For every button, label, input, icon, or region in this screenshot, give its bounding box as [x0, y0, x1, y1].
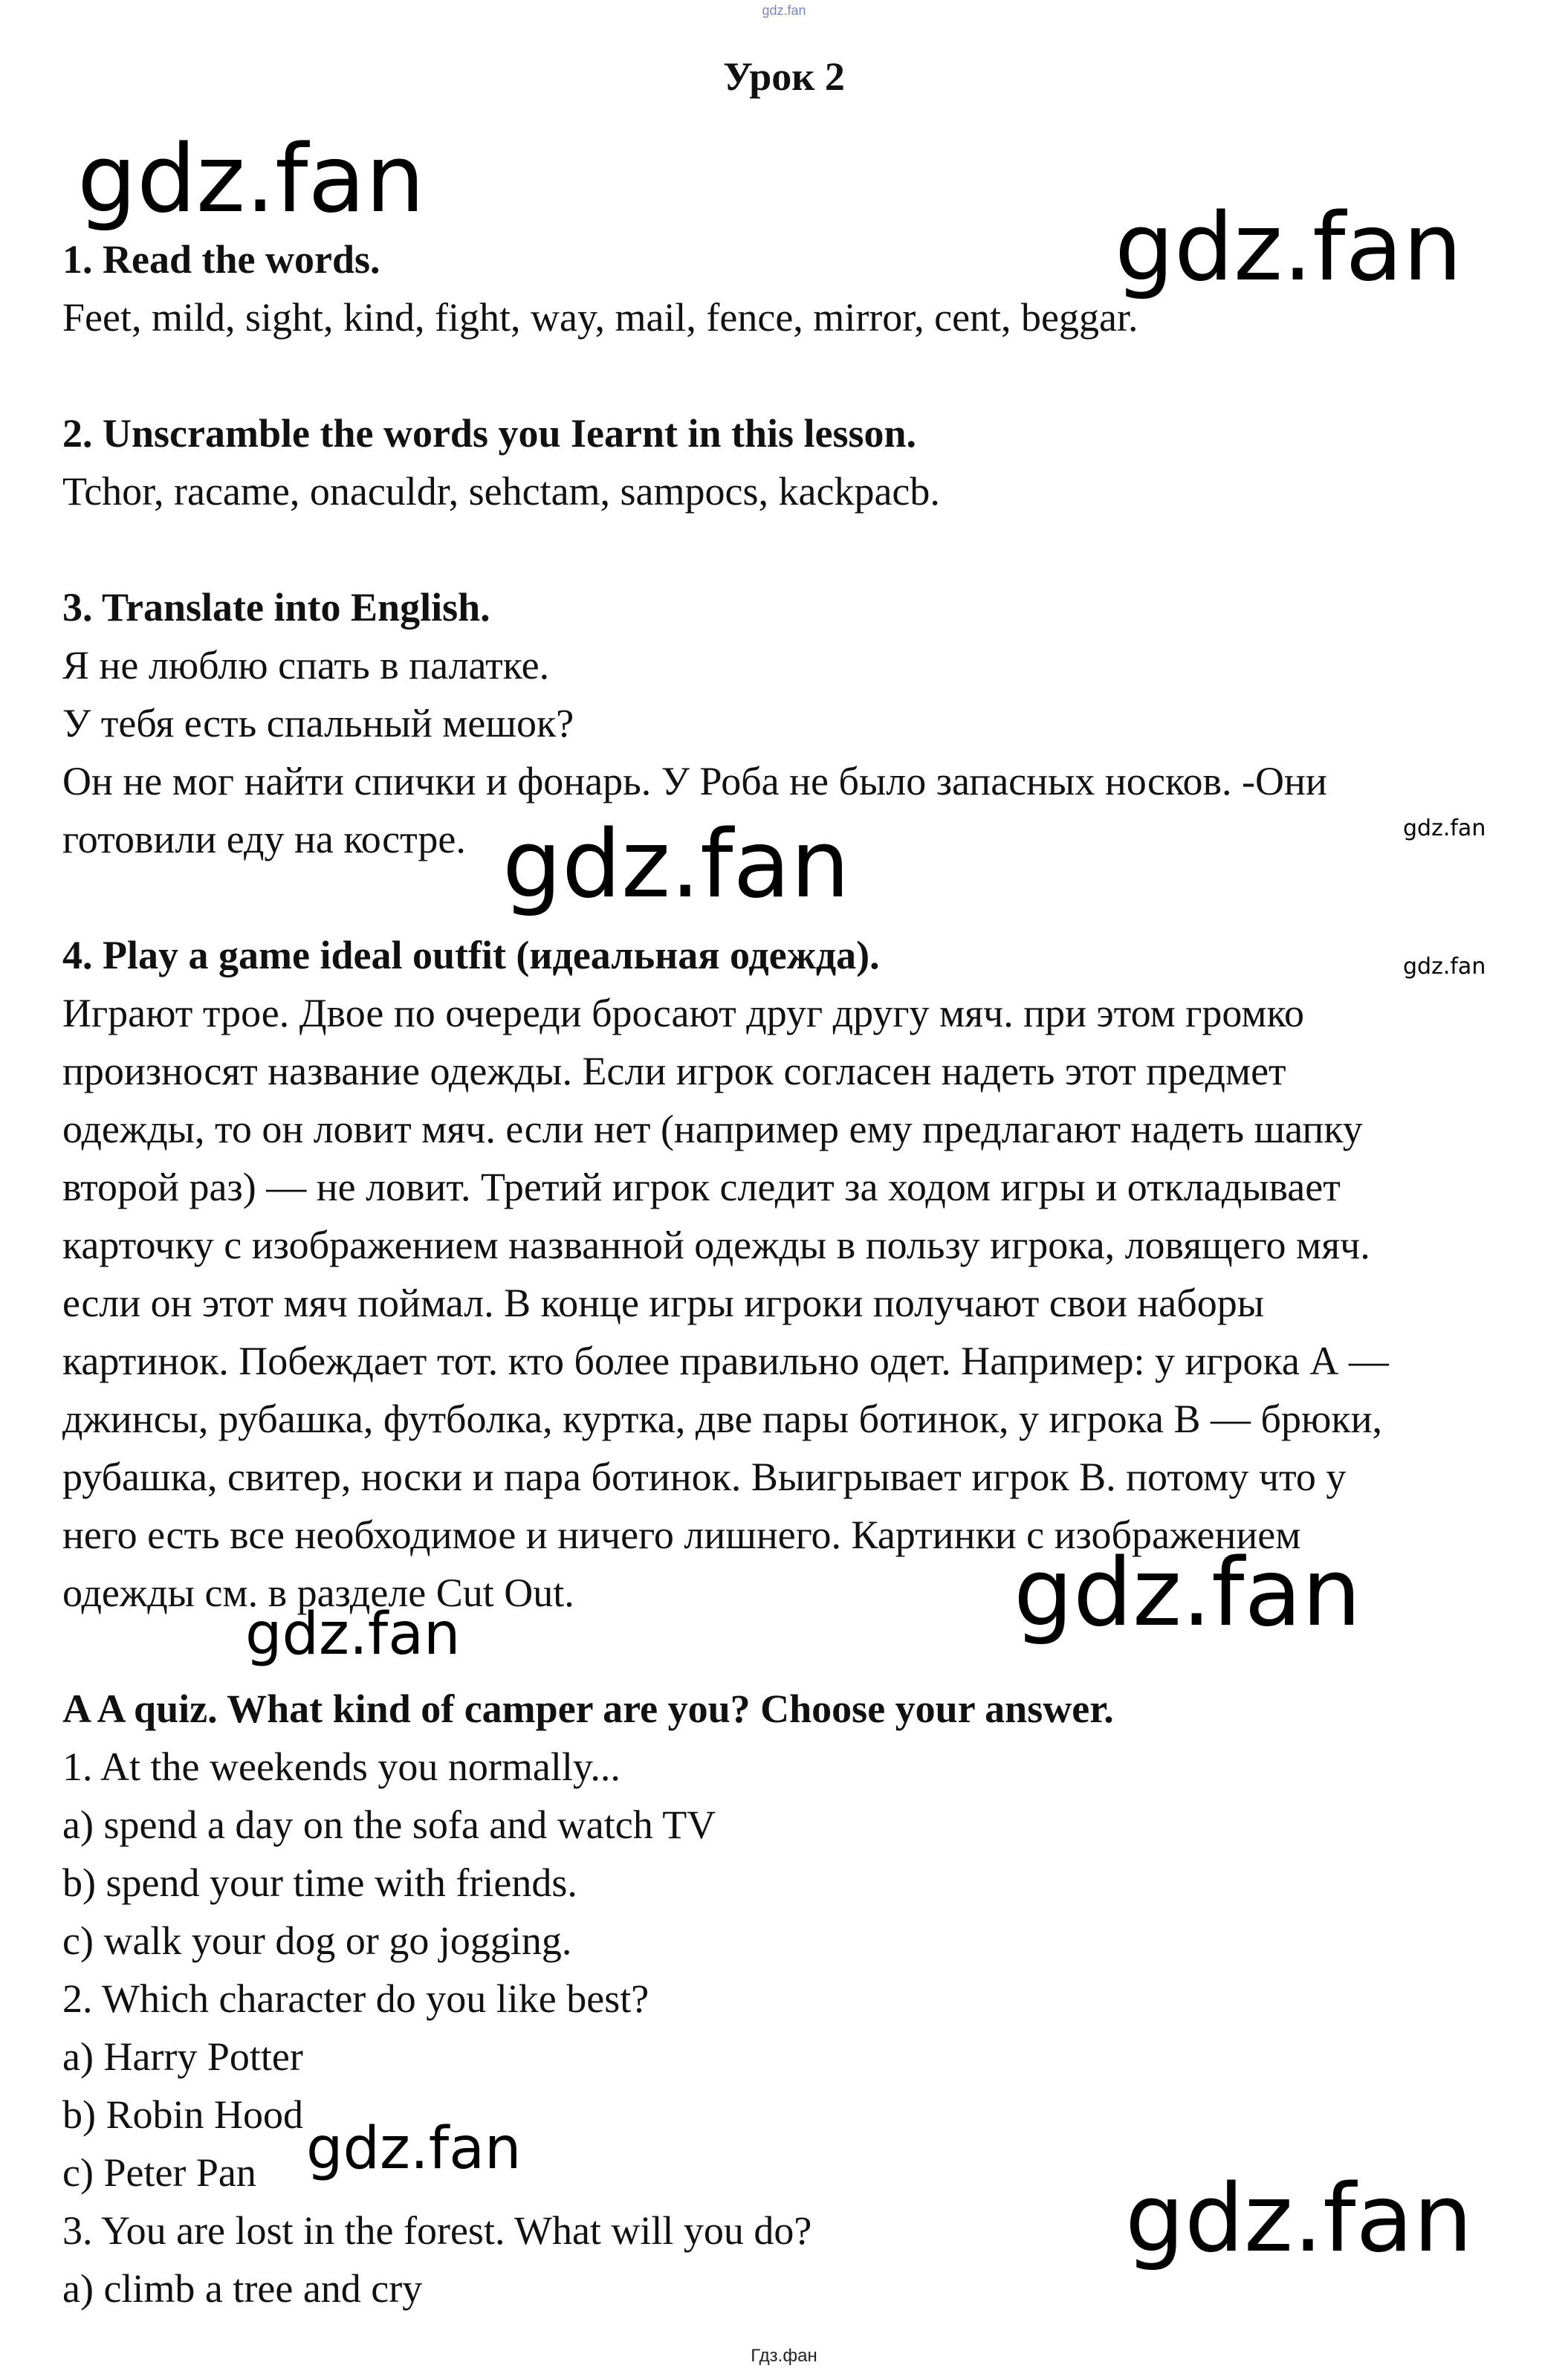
section-4-line: него есть все необходимое и ничего лишнего. Картинки с изображением [62, 1513, 1301, 1557]
watermark: gdz.fan [1014, 1538, 1361, 1647]
watermark: gdz.fan [1403, 815, 1486, 841]
section-4-line: рубашка, свитер, носки и пара ботинок. Выигрывает игрок В. потому что у [62, 1455, 1347, 1499]
document-body [62, 230, 1541, 2318]
quiz-option: b) Robin Hood [62, 2092, 303, 2137]
quiz-option: a) Harry Potter [62, 2034, 303, 2079]
footer-text: Гдз.фан [751, 2346, 817, 2366]
section-2-heading: 2. Unscramble the words you Iearnt in this lesson. [62, 411, 917, 456]
watermark: gdz.fan [306, 2115, 522, 2182]
section-4-line: картинок. Побеждает тот. кто более правильно одет. Например: у игрока А — [62, 1339, 1389, 1383]
quiz-question: 3. You are lost in the forest. What will you do? [62, 2208, 812, 2253]
section-4-line: одежды, то он ловит мяч. если нет (например ему предлагают надеть шапку [62, 1107, 1363, 1151]
section-4-line: джинсы, рубашка, футболка, куртка, две пары ботинок, у игрока В — брюки, [62, 1397, 1382, 1441]
top-watermark: gdz.fan [762, 3, 806, 18]
section-4-line: Играют трое. Двое по очереди бросают друг другу мяч. при этом громко [62, 991, 1304, 1035]
quiz-option: b) spend your time with friends. [62, 1860, 577, 1905]
quiz-option: a) spend a day on the sofa and watch TV [62, 1802, 716, 1847]
section-2-text: Tchor, racame, onaculdr, sehctam, sampocs, kackpacb. [62, 469, 940, 514]
watermark: gdz.fan [1125, 2164, 1473, 2273]
section-4-line: одежды см. в разделе Cut Out. [62, 1571, 574, 1615]
section-4-line: если он этот мяч поймал. В конце игры игроки получают свои наборы [62, 1281, 1265, 1325]
quiz-option: c) walk your dog or go jogging. [62, 1918, 572, 1963]
watermark: gdz.fan [77, 124, 425, 233]
section-3-line: Я не люблю спать в палатке. [62, 643, 550, 688]
section-3-line: Он не мог найти спички и фонарь. У Роба не было запасных носков. -Они [62, 759, 1327, 803]
quiz-heading: A A quiz. What kind of camper are you? Choose your answer. [62, 1686, 1114, 1731]
page-title: Урок 2 [723, 54, 845, 99]
section-4-line: карточку с изображением названной одежды в пользу игрока, ловящего мяч. [62, 1223, 1370, 1267]
watermark: gdz.fan [245, 1601, 461, 1668]
section-4-line: произносят название одежды. Если игрок согласен надеть этот предмет [62, 1049, 1286, 1093]
section-3-line: У тебя есть спальный мешок? [62, 701, 574, 745]
section-3-heading: 3. Translate into English. [62, 585, 490, 630]
section-1-text: Feet, mild, sight, kind, fight, way, mail, fence, mirror, cent, beggar. [62, 295, 1138, 340]
quiz-option: c) Peter Pan [62, 2150, 256, 2195]
quiz-option: a) climb a tree and cry [62, 2266, 423, 2311]
watermark: gdz.fan [502, 809, 850, 919]
section-3-line: готовили еду на костре. [62, 817, 466, 861]
section-4-heading: 4. Play a game ideal outfit (идеальная одежда). [62, 933, 880, 977]
section-4-line: второй раз) — не ловит. Третий игрок следит за ходом игры и откладывает [62, 1165, 1341, 1209]
section-1-heading: 1. Read the words. [62, 237, 380, 282]
quiz-question: 2. Which character do you like best? [62, 1976, 649, 2021]
quiz-question: 1. At the weekends you normally... [62, 1744, 621, 1789]
watermark: gdz.fan [1115, 193, 1462, 302]
watermark: gdz.fan [1403, 954, 1486, 980]
